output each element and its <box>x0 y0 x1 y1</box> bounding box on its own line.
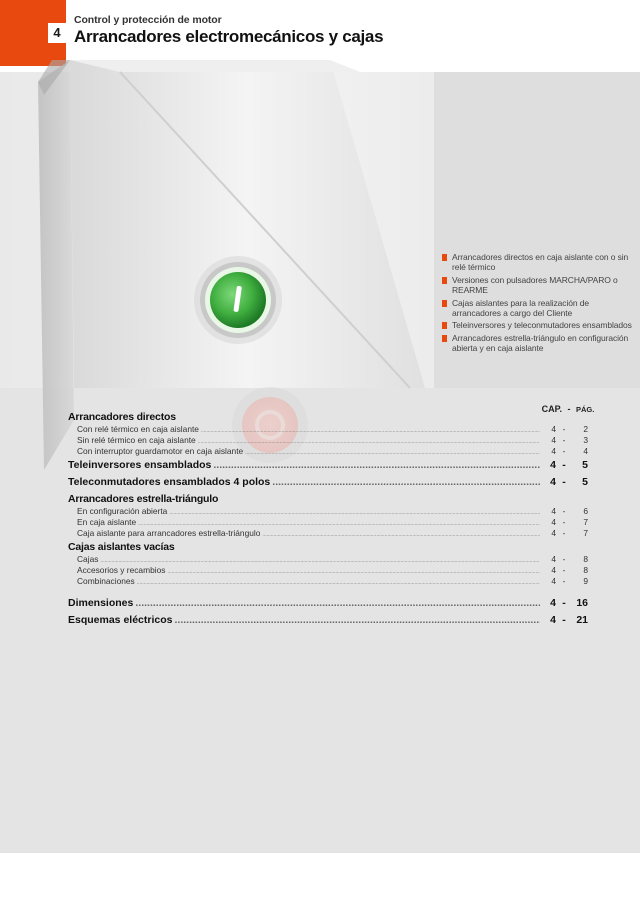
index-row[interactable]: Accesorios y recambios ..... 4 - 8 <box>68 565 588 576</box>
pag-header: PÁG. <box>576 405 595 414</box>
index-row[interactable]: En caja aislante ..... 4 - 7 <box>68 517 588 528</box>
index-row[interactable]: Teleinversores ensamblados ..... 4 - 5 <box>68 457 588 474</box>
feature-list <box>442 252 632 356</box>
feature-item: Arrancadores estrella-triángulo en configuración abierta y en caja aislante <box>442 333 632 354</box>
dash-header: - <box>567 404 571 414</box>
green-start-button-icon <box>194 256 282 344</box>
feature-item: Versiones con pulsadores MARCHA/PARO o REARME <box>442 275 632 296</box>
bullet-square-icon <box>442 335 447 342</box>
group-title: Cajas aislantes vacías <box>68 541 175 553</box>
section-label: Control y protección de motor <box>74 14 222 26</box>
index-row[interactable]: Cajas ..... 4 - 8 <box>68 554 588 565</box>
index-row[interactable]: Con interruptor guardamotor en caja aislante ..... 4 - 4 <box>68 446 588 457</box>
index-row[interactable]: Esquemas eléctricos ..... 4 - 21 <box>68 612 588 629</box>
index-row[interactable]: Con relé térmico en caja aislante ..... 4 - 2 <box>68 424 588 435</box>
bullet-square-icon <box>442 322 447 329</box>
index-row[interactable]: Teleconmutadores ensamblados 4 polos ..... 4 - 5 <box>68 474 588 491</box>
page-title: Arrancadores electromecánicos y cajas <box>74 27 384 46</box>
group-title: Arrancadores directos <box>68 411 176 423</box>
index-row[interactable]: Sin relé térmico en caja aislante ..... 4 - 3 <box>68 435 588 446</box>
feature-item: Teleinversores y teleconmutadores ensamblados <box>442 320 632 330</box>
table-of-contents <box>68 400 588 629</box>
feature-item: Arrancadores directos en caja aislante con o sin relé térmico <box>442 252 632 273</box>
bullet-square-icon <box>442 277 447 284</box>
cap-header: CAP. <box>541 404 562 414</box>
bullet-square-icon <box>442 300 447 307</box>
group-title: Arrancadores estrella-triángulo <box>68 493 219 505</box>
feature-item: Cajas aislantes para la realización de arrancadores a cargo del Cliente <box>442 298 632 319</box>
bullet-square-icon <box>442 254 447 261</box>
index-row[interactable]: Combinaciones ..... 4 - 9 <box>68 576 588 587</box>
index-row[interactable]: Caja aislante para arrancadores estrella-triángulo ..... 4 - 7 <box>68 528 588 539</box>
index-row[interactable]: En configuración abierta ..... 4 - 6 <box>68 506 588 517</box>
chapter-number: 4 <box>48 23 66 43</box>
index-row[interactable]: Dimensiones ..... 4 - 16 <box>68 595 588 612</box>
